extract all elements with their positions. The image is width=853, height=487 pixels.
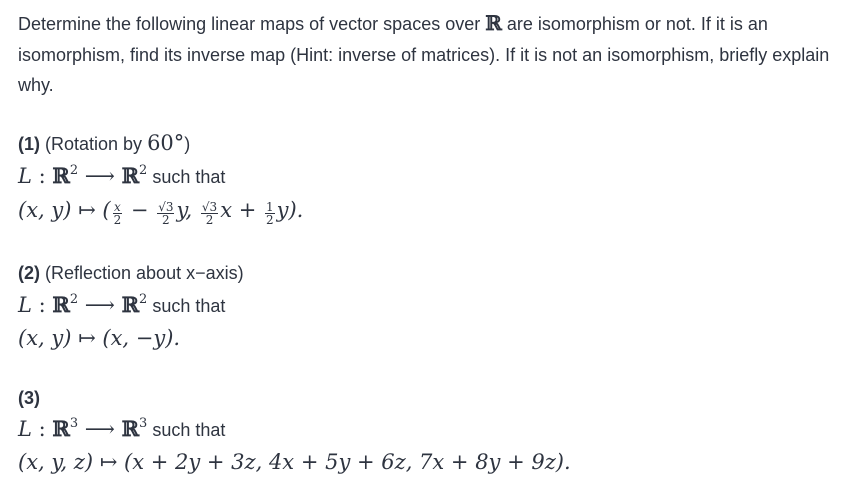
formula: (x, y) ↦ (x, −y). [18,326,181,350]
fraction-x-over-2: $\frac{x}{2}$ [113,200,122,227]
codomain-symbol: ℝ [121,292,140,317]
y-term: y, [176,198,199,222]
instructions-text [18,8,838,101]
domain-symbol: ℝ [52,163,70,188]
fraction-sqrt3-over-2-b: $\frac{√3}{2}$ [201,200,218,227]
map-colon: : [31,417,53,441]
map-arrow: ⟶ [78,417,122,441]
domain-dimension: 3 [69,416,79,431]
problem-2-map-definition [18,293,225,318]
such-that-text: such that [147,420,226,440]
map-name: L [18,164,32,188]
codomain-dimension: 2 [139,292,148,307]
formula: (x, y, z) ↦ (x + 2y + 3z, 4x + 5y + 6z, 7x + 8y + 9z). [18,450,571,474]
domain-dimension: 2 [69,163,79,178]
problem-3-formula [18,450,571,475]
problem-2-title: (Reflection about x−axis) [40,263,244,283]
codomain-symbol: ℝ [121,416,140,441]
such-that-text: such that [147,296,226,316]
problem-1-formula [18,198,303,226]
fraction-sqrt3-over-2-a: $\frac{√3}{2}$ [158,200,174,227]
map-colon: : [31,164,53,188]
problem-2-label: (2) [18,263,40,283]
problem-2-heading [18,261,244,285]
problem-1-title: (Rotation by [40,134,148,154]
domain-dimension: 2 [69,292,79,307]
problem-1-map-definition [18,164,225,189]
such-that-text: such that [147,167,226,187]
problem-1-heading [18,131,190,156]
problem-3-map-definition [18,417,225,442]
codomain-dimension: 2 [139,163,148,178]
codomain-dimension: 3 [139,416,148,431]
problem-3-heading [18,386,40,410]
real-numbers-symbol: ℝ [485,11,502,35]
domain-symbol: ℝ [52,416,70,441]
map-name: L [18,293,32,317]
map-arrow: ⟶ [78,164,122,188]
problem-1-title-close: ) [184,134,191,154]
instructions-paragraph [18,8,838,101]
formula-output-end: y). [276,198,304,222]
minus-sign: − [124,198,156,222]
instructions-text-end: are isomorphism or not. If it is an isomorphism, find its inverse map (Hint: inverse of matrices). If it is not an isomorphism, briefly explain why. [18,14,830,95]
problem-1-angle: 60° [147,131,185,155]
map-colon: : [31,293,53,317]
problem-3-label: (3) [18,388,40,408]
domain-symbol: ℝ [52,292,70,317]
codomain-symbol: ℝ [121,163,140,188]
x-term: x + [220,198,263,222]
problem-1-label: (1) [18,134,40,154]
map-arrow: ⟶ [78,293,122,317]
fraction-1-over-2: $\frac{1}{2}$ [265,200,274,227]
instructions-text-start: Determine the following linear maps of vector spaces over [18,14,486,34]
map-name: L [18,417,32,441]
problem-2-formula [18,326,180,351]
formula-input: (x, y) ↦ ( [18,198,111,222]
